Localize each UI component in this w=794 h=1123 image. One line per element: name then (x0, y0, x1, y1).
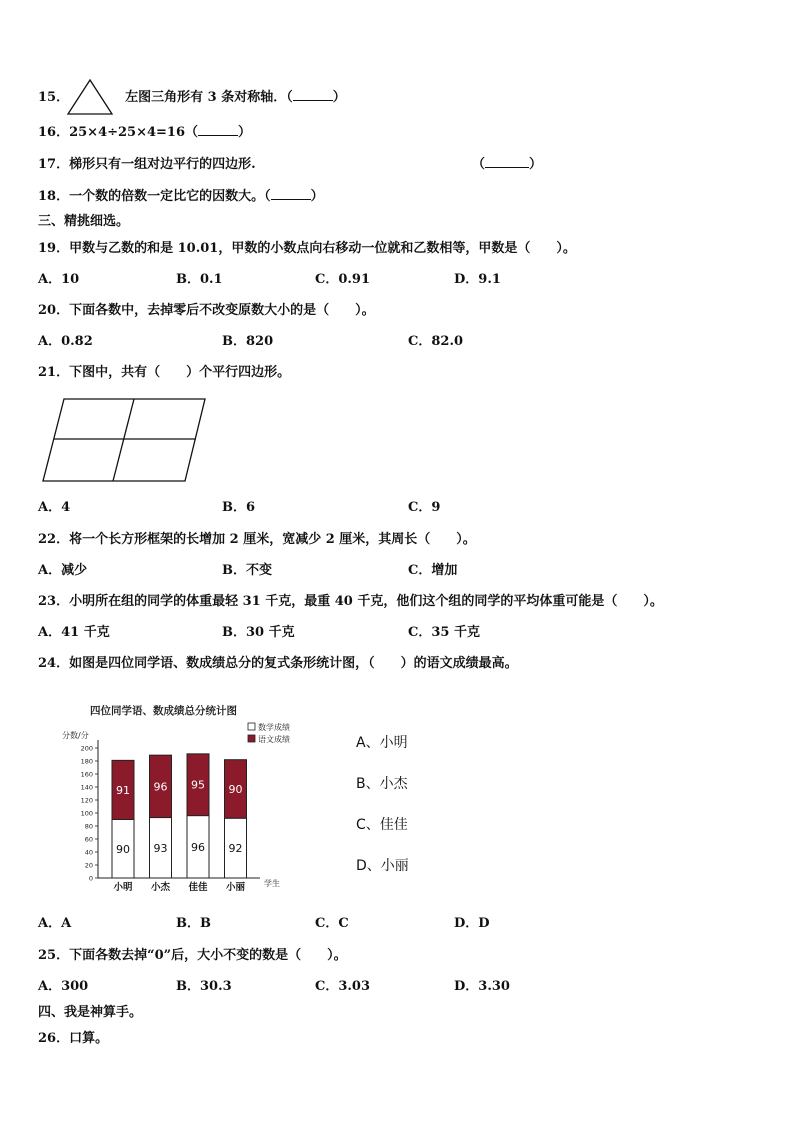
question-20 (38, 303, 375, 319)
option-c[interactable]: C．C (315, 916, 349, 931)
category-label: 小杰 (150, 882, 171, 893)
y-tick-label: 200 (80, 744, 93, 753)
question-23 (38, 594, 663, 610)
y-tick-label: 80 (84, 822, 93, 831)
option-c[interactable]: C．增加 (408, 563, 458, 578)
option-b[interactable]: B．0.1 (176, 272, 223, 287)
side-option-a[interactable]: A、小明 (356, 735, 408, 751)
option-b[interactable]: B．不变 (222, 563, 272, 578)
y-axis-label: 分数/分 (62, 731, 89, 740)
parallelogram-figure (40, 396, 210, 484)
y-tick-label: 40 (84, 848, 93, 857)
question-number: 23． (38, 594, 70, 609)
option-c[interactable]: C．9 (408, 500, 441, 515)
y-tick-label: 120 (80, 796, 93, 805)
x-axis-label: 学生 (264, 879, 280, 888)
y-tick-label: 140 (80, 783, 93, 792)
question-text: 小明所在组的同学的体重最轻 31 千克，最重 40 千克，他们这个组的同学的平均体重可能是（ ）。 (69, 594, 663, 609)
question-number: 15． (38, 90, 70, 105)
option-c[interactable]: C．0.91 (315, 272, 371, 287)
option-c[interactable]: C．82.0 (408, 334, 464, 349)
y-tick-label: 160 (80, 770, 93, 779)
question-text: 甲数与乙数的和是 10.01，甲数的小数点向右移动一位就和乙数相等，甲数是（ ）。 (69, 241, 576, 256)
legend-label: 数学成绩 (258, 723, 290, 732)
stacked-bar-chart (60, 700, 310, 900)
question-text: 梯形只有一组对边平行的四边形. (69, 157, 256, 172)
y-tick-label: 180 (80, 757, 93, 766)
option-b[interactable]: B．30.3 (176, 979, 232, 994)
question-text: 左图三角形有 3 条对称轴．（ (125, 90, 293, 105)
question-18: 18．一个数的倍数一定比它的因数大。（ ） (38, 189, 324, 204)
y-tick-label: 0 (88, 874, 93, 883)
question-25 (38, 948, 347, 964)
category-label: 佳佳 (188, 882, 208, 893)
option-b[interactable]: B．6 (222, 500, 256, 515)
question-text: 口算。 (69, 1031, 109, 1046)
question-number: 21． (38, 365, 70, 380)
y-tick-label: 20 (84, 861, 93, 870)
question-text: 一个数的倍数一定比它的因数大。（ (69, 189, 271, 204)
bar-label-chinese: 96 (153, 780, 168, 794)
option-a[interactable]: A．4 (38, 500, 71, 515)
option-a[interactable]: A．A (38, 916, 72, 931)
question-17 (38, 157, 256, 173)
option-d[interactable]: D．9.1 (454, 272, 501, 287)
option-b[interactable]: B．30 千克 (222, 625, 295, 640)
option-d[interactable]: D．D (454, 916, 490, 931)
legend-swatch (248, 723, 255, 730)
answer-blank[interactable] (485, 167, 529, 168)
side-option-d[interactable]: D、小丽 (356, 858, 409, 874)
question-22 (38, 532, 476, 548)
question-text: 下面各数去掉“0”后，大小不变的数是（ ）。 (69, 948, 347, 963)
bar-label-math: 93 (153, 841, 168, 855)
category-label: 小丽 (225, 882, 246, 893)
side-option-b[interactable]: B、小杰 (356, 776, 408, 792)
question-text: 将一个长方形框架的长增加 2 厘米，宽减少 2 厘米，其周长（ ）。 (69, 532, 476, 547)
option-b[interactable]: B．820 (222, 334, 274, 349)
answer-blank[interactable] (271, 199, 311, 200)
bar-label-math: 96 (191, 840, 205, 854)
question-text: 下图中，共有（ ）个平行四边形。 (69, 365, 291, 380)
question-number: 26． (38, 1031, 70, 1046)
question-15: 15． 左图三角形有 3 条对称轴．（ ） (38, 90, 346, 105)
bar-label-chinese: 90 (228, 782, 243, 796)
question-number: 20． (38, 303, 70, 318)
answer-blank[interactable] (293, 100, 333, 101)
side-option-c[interactable]: C、佳佳 (356, 817, 408, 833)
question-number: 18． (38, 189, 70, 204)
option-a[interactable]: A．10 (38, 272, 80, 287)
bar-label-chinese: 91 (116, 783, 130, 797)
option-a[interactable]: A．减少 (38, 563, 88, 578)
question-text: 如图是四位同学语、数成绩总分的复式条形统计图，（ ）的语文成绩最高。 (69, 656, 518, 671)
question-text: 25×4÷25×4=16（ (69, 125, 199, 140)
bar-label-chinese: 95 (191, 778, 205, 792)
question-text: 下面各数中，去掉零后不改变原数大小的是（ ）。 (69, 303, 375, 318)
bar-label-math: 92 (228, 842, 243, 856)
question-24 (38, 656, 518, 672)
y-tick-label: 100 (80, 809, 93, 818)
option-a[interactable]: A．0.82 (38, 334, 93, 349)
section-4-heading: 四、我是神算手。 (38, 1005, 143, 1020)
answer-blank[interactable] (198, 135, 238, 136)
y-tick-label: 60 (84, 835, 93, 844)
chart-title: 四位同学语、数成绩总分统计图 (90, 705, 237, 717)
legend-label: 语文成绩 (258, 735, 290, 744)
question-19 (38, 241, 576, 257)
option-a[interactable]: A．300 (38, 979, 89, 994)
option-c[interactable]: C．35 千克 (408, 625, 480, 640)
question-16: 16．25×4÷25×4=16（ ） (38, 125, 252, 140)
option-b[interactable]: B．B (176, 916, 211, 931)
option-d[interactable]: D．3.30 (454, 979, 510, 994)
question-number: 19． (38, 241, 70, 256)
question-number: 24． (38, 656, 70, 671)
option-a[interactable]: A．41 千克 (38, 625, 110, 640)
question-17-answer: （ ） (472, 157, 543, 172)
question-26 (38, 1031, 108, 1047)
question-number: 16． (38, 125, 70, 140)
option-c[interactable]: C．3.03 (315, 979, 371, 994)
bar-label-math: 90 (116, 842, 130, 856)
question-number: 25． (38, 948, 70, 963)
question-21 (38, 365, 290, 381)
section-3-heading: 三、精挑细选。 (38, 214, 130, 229)
category-label: 小明 (113, 882, 133, 893)
question-number: 17． (38, 157, 70, 172)
legend-swatch (248, 735, 255, 742)
question-number: 22． (38, 532, 70, 547)
